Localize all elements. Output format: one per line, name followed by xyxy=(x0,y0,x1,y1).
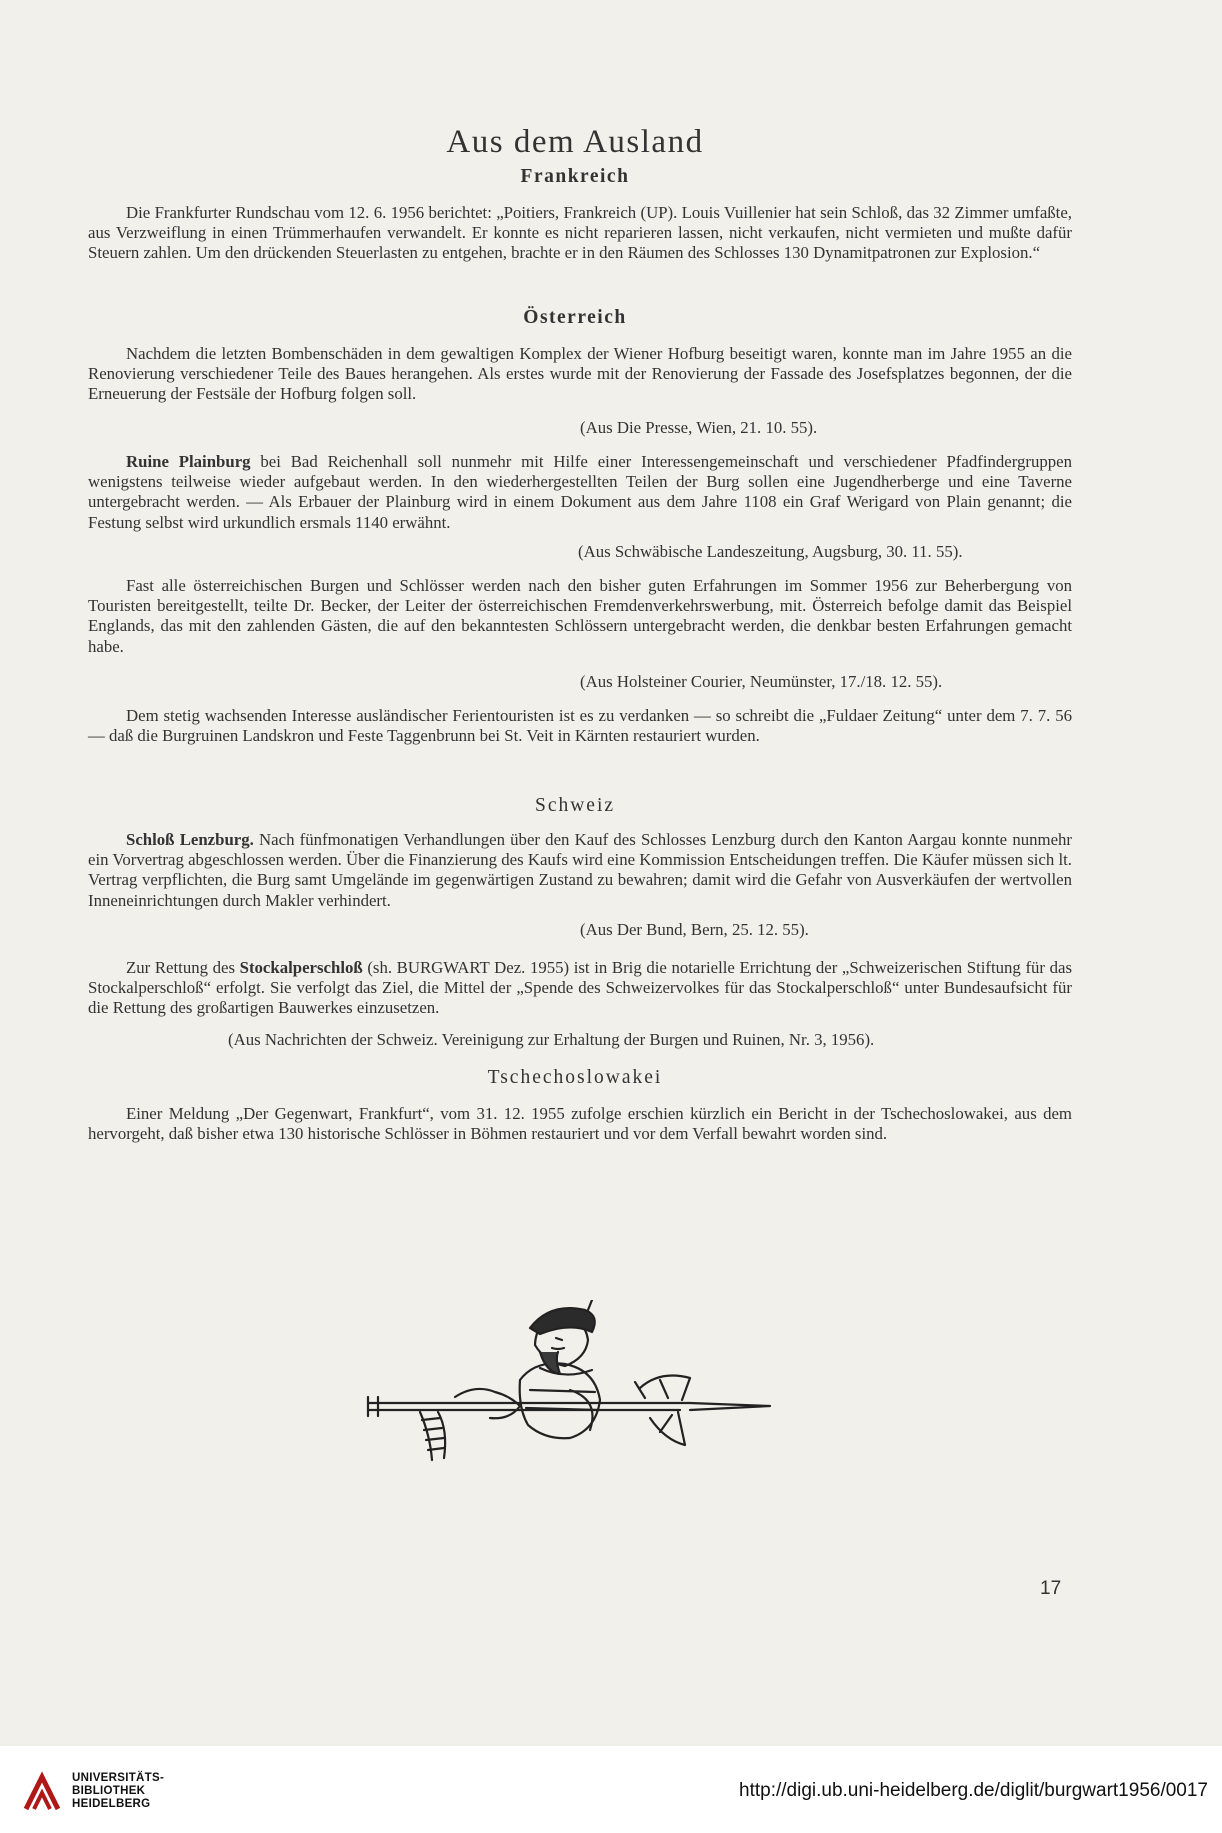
lenzburg-text: Nach fünfmonatigen Verhandlungen über den Kauf des Schlosses Lenzburg durch den Kanton Aargau konnte nunmehr ein Vorvertrag abgeschlossen werden. Über die Finanzierung des Kaufs wird eine Kommission Entscheidungen treffen. Die Käufer müssen sich lt. Vertrag verpflichten, die Burg samt Umgelände im gegenwärtigen Zustand zu bewahren; damit wird die Gefahr von Ausverkäufen der wertvollen Inneneinrichtungen durch Makler verhindert. xyxy=(88,830,1072,910)
paragraph-fuldaer: Dem stetig wachsenden Interesse ausländischer Ferientouristen ist es zu verdanken — so schreibt die „Fuldaer Zeitung“ unter dem 7. 7. 56 — daß die Burgruinen Landskron und Feste Taggenbrunn bei St. Veit in Kärnten restauriert wurden. xyxy=(88,706,1072,746)
source-nachrichten: (Aus Nachrichten der Schweiz. Vereinigung zur Erhaltung der Burgen und Ruinen, Nr. 3, 1956). xyxy=(228,1030,875,1049)
heading-frankreich: Frankreich xyxy=(520,166,630,187)
page-number: 17 xyxy=(1040,1578,1062,1599)
paragraph-lenzburg xyxy=(88,830,1072,911)
plainburg-text: bei Bad Reichenhall soll nunmehr mit Hilfe einer Interessengemeinschaft und verschiedener Pfadfindergruppen wenigstens teilweise wieder aufgebaut werden. In den wiederhergestellten Teilen der Burg sollen eine Jugendherberge und eine Taverne untergebracht werden. — Als Erbauer der Plainburg wird in einem Dokument aus dem Jahre 1108 ein Graf Werigard von Plain genannt; die Festung selbst wird urkundlich ersmals 1140 erwähnt. xyxy=(88,452,1072,532)
library-line-3: HEIDELBERG xyxy=(72,1798,151,1810)
library-name xyxy=(72,1772,164,1811)
source-url[interactable]: http://digi.ub.uni-heidelberg.de/diglit/burgwart1956/0017 xyxy=(739,1780,1208,1801)
page-title: Aus dem Ausland xyxy=(446,124,704,161)
paragraph-plainburg xyxy=(88,452,1072,533)
source-der-bund: (Aus Der Bund, Bern, 25. 12. 55). xyxy=(580,920,809,939)
source-holsteiner: (Aus Holsteiner Courier, Neumünster, 17./18. 12. 55). xyxy=(580,672,943,691)
stockalper-start: Zur Rettung des xyxy=(126,958,240,977)
library-line-1: UNIVERSITÄTS- xyxy=(72,1772,165,1784)
library-line-2: BIBLIOTHEK xyxy=(72,1785,146,1797)
paragraph-hofburg: Nachdem die letzten Bombenschäden in dem gewaltigen Komplex der Wiener Hofburg beseitigt waren, konnte man im Jahre 1955 an die Renovierung verschiedener Teile des Baues herangehen. Als erstes wurde mit der Renovierung der Fassade des Josefsplatzes begonnen, der die Erneuerung der Festsäle der Hofburg folgen soll. xyxy=(88,344,1072,404)
paragraph-oesterreich-burgen: Fast alle österreichischen Burgen und Schlösser werden nach den bisher guten Erfahrungen im Sommer 1956 zur Beherbergung von Touristen bereitgestellt, teilte Dr. Becker, der Leiter der österreichischen Fremdenverkehrswerbung, mit. Österreich befolge damit das Beispiel Englands, das mit den zahlenden Gästen, die auf den bekanntesten Schlössern untergebracht werden, die denkbar besten Erfahrungen gemacht habe. xyxy=(88,576,1072,656)
library-logo-icon xyxy=(22,1771,64,1813)
heading-oesterreich: Österreich xyxy=(523,307,627,328)
source-schwaebische: (Aus Schwäbische Landeszeitung, Augsburg, 30. 11. 55). xyxy=(578,542,963,561)
stockalper-bold: Stockalperschloß xyxy=(239,958,363,977)
heading-tschechoslowakei: Tschechoslowakei xyxy=(487,1067,663,1088)
halberd-figure-illustration xyxy=(360,1300,780,1465)
plainburg-lead: Ruine Plainburg xyxy=(126,452,251,471)
source-die-presse: (Aus Die Presse, Wien, 21. 10. 55). xyxy=(580,418,818,437)
stockalper-text: (sh. BURGWART Dez. 1955) ist in Brig die notarielle Errichtung der „Schweizerischen Stiftung für das Stockalperschloß“ erfolgt. Sie verfolgt das Ziel, die Mittel der „Spende des Schweizervolkes für das Stockalperschloß“ unter Bundesaufsicht für die Rettung des großartigen Bauwerkes einzusetzen. xyxy=(88,958,1073,1018)
lenzburg-lead: Schloß Lenzburg. xyxy=(126,830,254,849)
paragraph-frankreich: Die Frankfurter Rundschau vom 12. 6. 1956 berichtet: „Poitiers, Frankreich (UP). Louis Vuillenier hat sein Schloß, das 32 Zimmer umfaßte, aus Verzweiflung in einen Trümmerhaufen verwandelt. Er konnte es nicht reparieren lassen, nicht verkaufen, nicht vermieten und mußte dafür Steuern zahlen. Um den drückenden Steuerlasten zu entgehen, brachte er in den Räumen des Schlosses 130 Dynamitpatronen zur Explosion.“ xyxy=(88,203,1072,263)
paragraph-stockalper xyxy=(88,958,1072,1019)
paragraph-tschechoslowakei: Einer Meldung „Der Gegenwart, Frankfurt“, vom 31. 12. 1955 zufolge erschien kürzlich ein Bericht in der Tschechoslowakei, aus dem hervorgeht, daß bisher etwa 130 historische Schlösser in Böhmen restauriert und vor dem Verfall bewahrt worden sind. xyxy=(88,1104,1072,1144)
heading-schweiz: Schweiz xyxy=(534,795,616,816)
